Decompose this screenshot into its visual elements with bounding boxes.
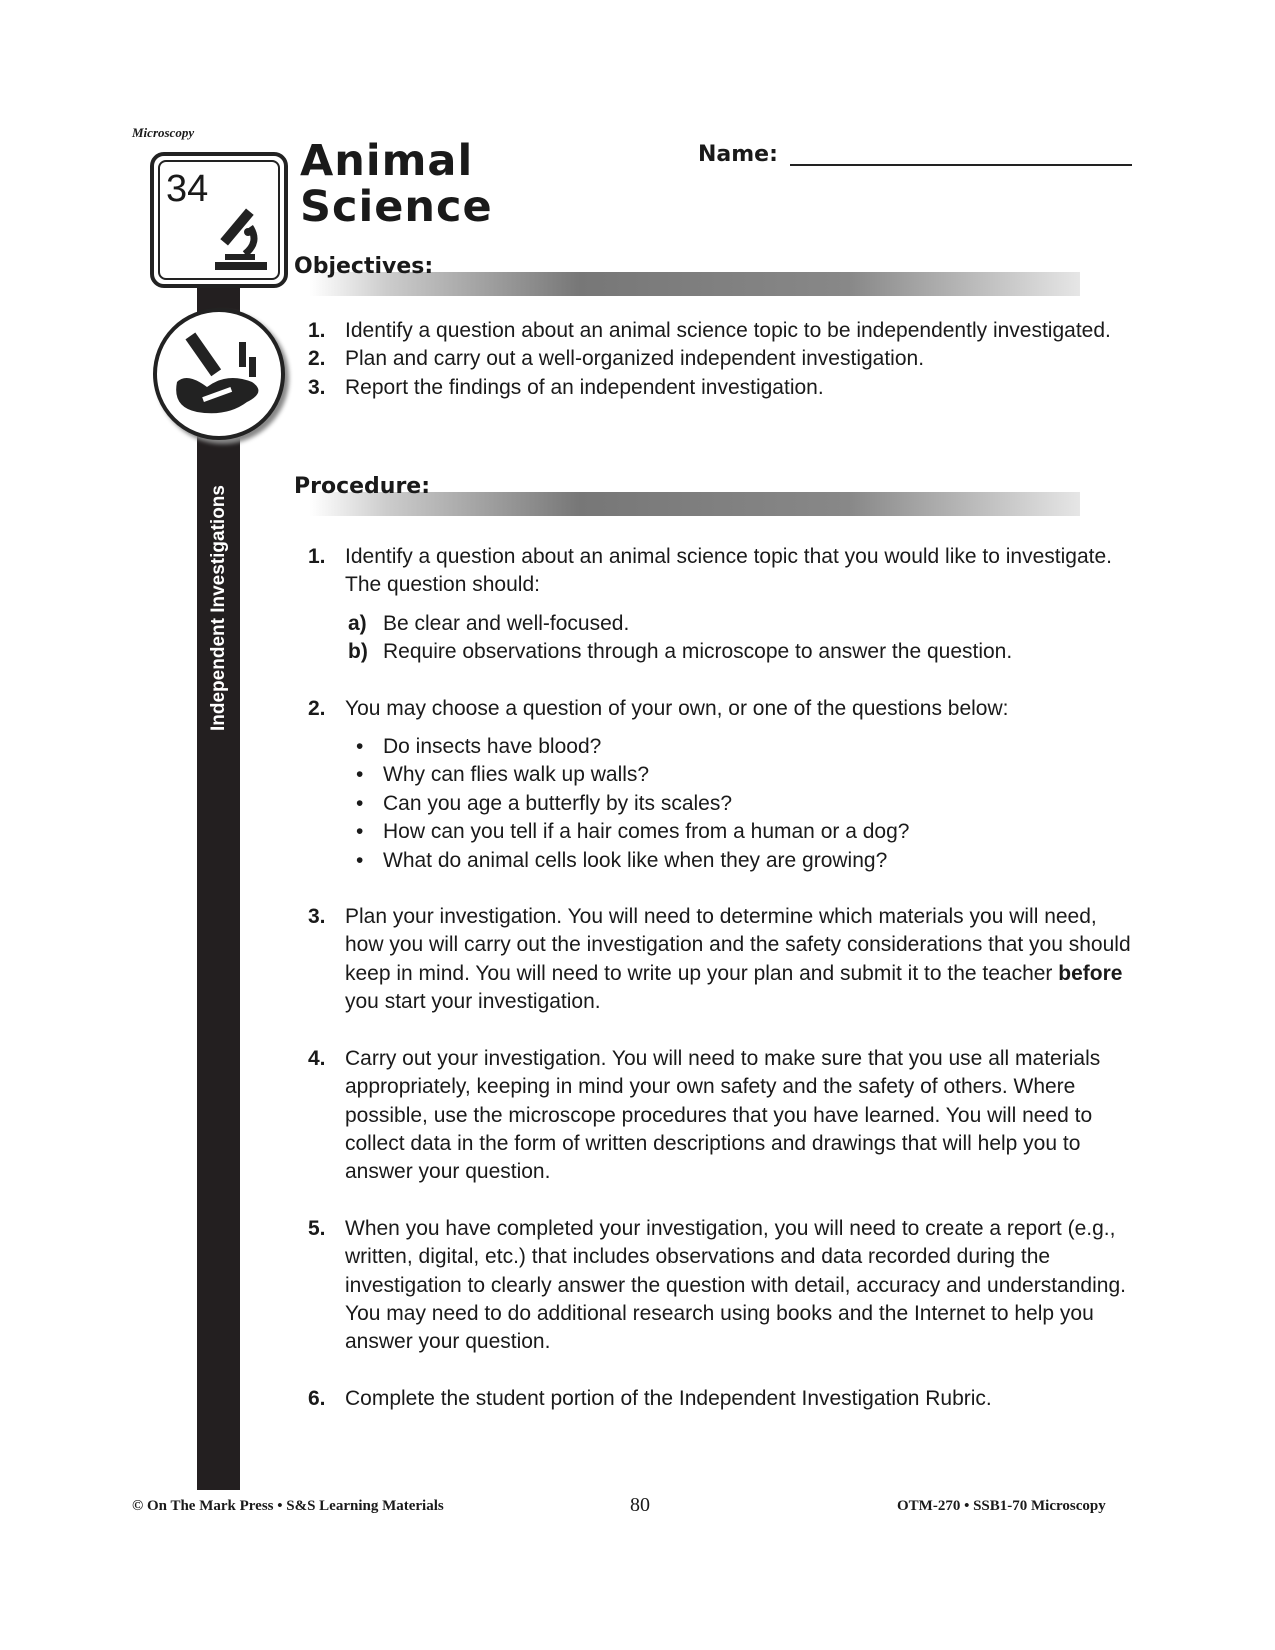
bullet-text: Do insects have blood? (383, 735, 602, 759)
name-field-line[interactable] (790, 164, 1132, 166)
list-item (308, 374, 1138, 402)
series-label: Microscopy (132, 125, 195, 140)
footer-product-code: OTM-270 • SSB1-70 Microscopy (897, 1498, 1106, 1514)
sub-item (308, 638, 1138, 666)
page-number: 80 (630, 1494, 650, 1516)
item-text: You may choose a question of your own, or one of the questions below: (345, 696, 1009, 720)
procedure-step-5 (308, 1215, 1138, 1357)
name-label: Name: (698, 142, 778, 167)
item-number: 6. (308, 1386, 326, 1410)
item-text-end: you start your investigation. (345, 990, 601, 1014)
page-title (300, 138, 493, 230)
activity-number-box (150, 152, 288, 288)
question-bullet (308, 733, 1138, 761)
objectives-heading: Objectives: (294, 254, 434, 279)
sub-letter: b) (348, 640, 368, 664)
item-number: 1. (308, 319, 326, 342)
procedure-step-1 (308, 543, 1138, 600)
side-label: Independent Investigations (208, 485, 229, 731)
procedure-step-3 (308, 903, 1138, 1017)
activity-number: 34 (166, 168, 209, 210)
list-item (308, 345, 1138, 373)
sub-item (308, 610, 1138, 638)
item-text: Report the findings of an independent investigation. (345, 375, 824, 399)
item-number: 2. (308, 347, 326, 371)
item-number: 3. (308, 905, 326, 929)
procedure-list (308, 543, 1138, 1413)
microscope-lab-icon (157, 312, 281, 436)
sub-text: Require observations through a microscope to answer the question. (383, 640, 1013, 664)
item-text: When you have completed your investigation, you will need to create a report (e.g., written, digital, etc.) that includes observations and data recorded during the investigation to clearly answer the question with detail, accuracy and understanding. You may need to do additional research using books and the Internet to help you answer your question. (345, 1216, 1126, 1354)
item-text: Plan and carry out a well-organized independent investigation. (345, 347, 925, 371)
item-text: Identify a question about an animal science topic to be independently investigated. (345, 319, 1111, 342)
bullet-text: Why can flies walk up walls? (383, 763, 650, 787)
bullet-icon: • (356, 735, 364, 759)
item-number: 5. (308, 1216, 326, 1240)
microscope-icon (210, 202, 270, 272)
lab-equipment-emblem (153, 308, 285, 440)
procedure-step-4 (308, 1045, 1138, 1187)
bullet-icon: • (356, 848, 364, 872)
item-number: 4. (308, 1046, 326, 1070)
bullet-icon: • (356, 820, 364, 844)
sub-text: Be clear and well-focused. (383, 611, 630, 635)
question-bullet (308, 818, 1138, 846)
bullet-text: Can you age a butterfly by its scales? (383, 791, 733, 815)
emphasis-text: before (1058, 961, 1123, 985)
item-number: 2. (308, 696, 326, 720)
item-number: 1. (308, 545, 326, 568)
question-bullet (308, 790, 1138, 818)
bullet-icon: • (356, 763, 364, 787)
item-text: Plan your investigation. You will need to determine which materials you will need, how you will carry out the investigation and the safety considerations that you should keep in mind. You will need to write up your plan and submit it to the teacher (345, 905, 1131, 985)
question-bullet (308, 761, 1138, 789)
item-text: Carry out your investigation. You will need to make sure that you use all materials appropriately, keeping in mind your own safety and the safety of others. Where possible, use the microscope procedures that you have learned. You will need to collect data in the form of written descriptions and drawings that will help you to answer your question. (345, 1046, 1101, 1184)
footer-copyright: © On The Mark Press • S&S Learning Materials (132, 1498, 444, 1514)
objectives-list (308, 317, 1138, 402)
item-text: Complete the student portion of the Independent Investigation Rubric. (345, 1386, 992, 1410)
title-line-2: Science (300, 182, 493, 232)
question-bullet (308, 847, 1138, 875)
list-item (308, 317, 1138, 345)
title-line-1: Animal (300, 136, 474, 186)
bullet-text: How can you tell if a hair comes from a human or a dog? (383, 820, 910, 844)
bullet-text: What do animal cells look like when they are growing? (383, 848, 888, 872)
bullet-icon: • (356, 791, 364, 815)
item-text: Identify a question about an animal science topic that you would like to investigate. The question should: (345, 545, 1112, 597)
item-number: 3. (308, 375, 326, 399)
procedure-step-2 (308, 695, 1138, 723)
procedure-step-6 (308, 1385, 1138, 1413)
procedure-heading: Procedure: (294, 474, 431, 499)
sub-letter: a) (348, 611, 367, 635)
